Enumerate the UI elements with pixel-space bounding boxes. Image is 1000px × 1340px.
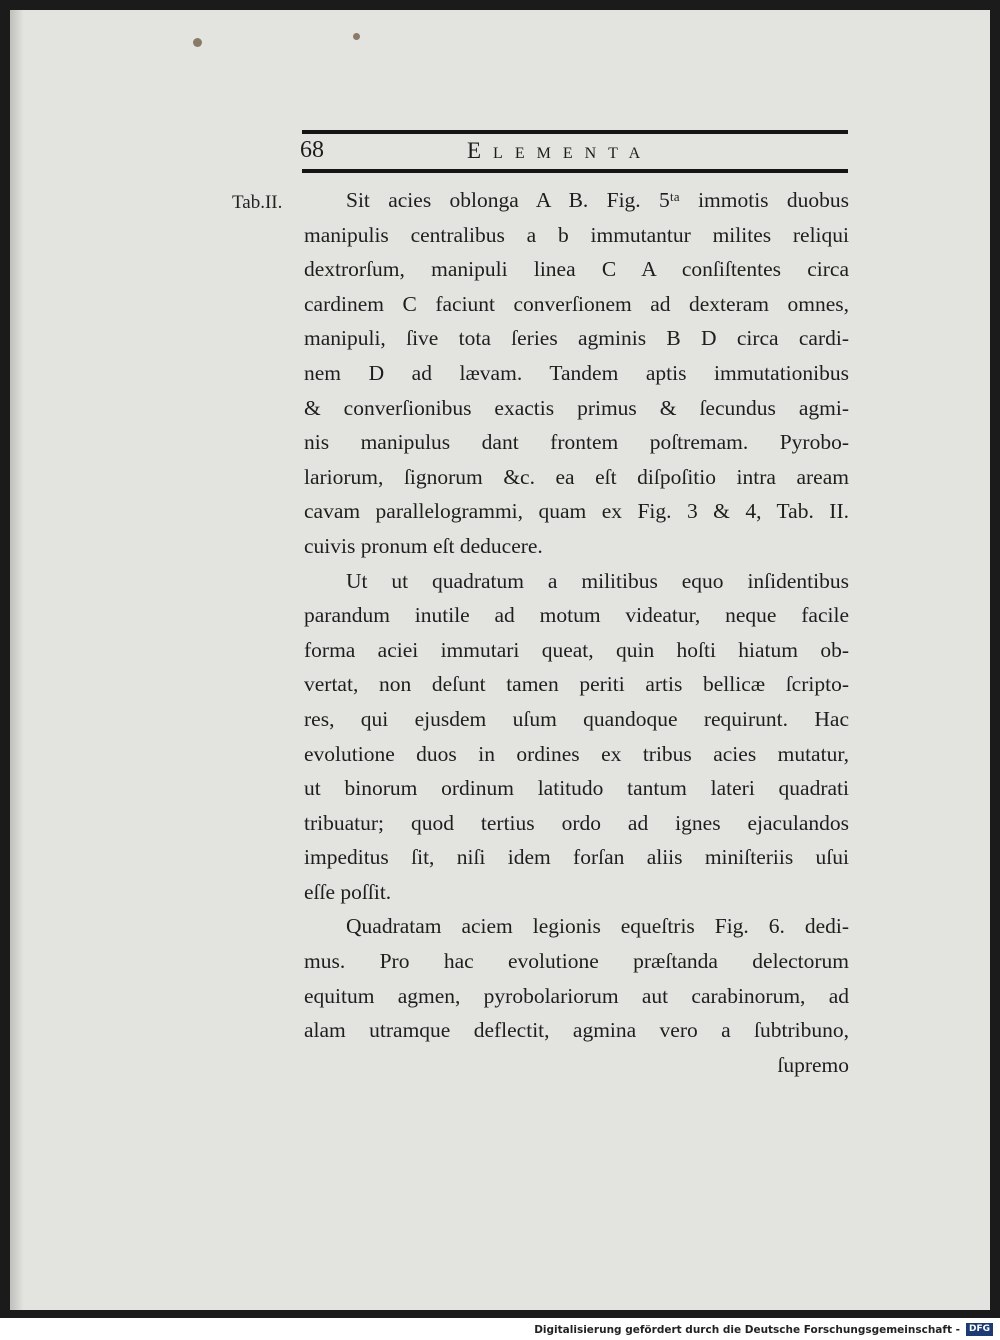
header-rule-top bbox=[302, 130, 848, 134]
text-line: eſſe poſſit. bbox=[304, 879, 392, 904]
text-line: cuivis pronum eſt deducere. bbox=[304, 533, 543, 558]
text-line: res, qui ejusdem uſum quandoque requirunt. Hac bbox=[304, 706, 849, 731]
text-line: manipuli, ſive tota ſeries agminis B D circa cardi- bbox=[304, 326, 849, 351]
text-line: nis manipulus dant frontem poſtremam. Pyrobo- bbox=[304, 430, 849, 455]
dfg-logo: DFG bbox=[966, 1323, 993, 1336]
text-line: nem D ad lævam. Tandem aptis immutationibus bbox=[304, 360, 849, 385]
text-line: & converſionibus exactis primus & ſecundus agmi- bbox=[304, 395, 849, 420]
text-line: cardinem C faciunt converſionem ad dexteram omnes, bbox=[304, 291, 849, 316]
text-line: cavam parallelogrammi, quam ex Fig. 3 & 4, Tab. II. bbox=[304, 499, 849, 524]
paragraph-1 bbox=[304, 183, 849, 564]
text-line: impeditus ſit, niſi idem forſan aliis miniſteriis uſui bbox=[304, 845, 849, 870]
page-number: 68 bbox=[300, 137, 324, 163]
paper-stain bbox=[193, 38, 202, 47]
text-line: dextrorſum, manipuli linea C A conſiſtentes circa bbox=[304, 257, 849, 282]
text-line: lariorum, ſignorum &c. ea eſt diſpoſitio intra aream bbox=[304, 464, 849, 489]
header-rule-bottom bbox=[302, 169, 848, 173]
paper-stain bbox=[353, 33, 360, 40]
text-line: Sit acies oblonga A B. Fig. 5ᵗᵃ immotis duobus bbox=[346, 188, 849, 212]
paragraph-2 bbox=[304, 564, 849, 910]
text-line: vertat, non deſunt tamen periti artis bellicæ ſcripto- bbox=[304, 672, 849, 697]
text-line: evolutione duos in ordines ex tribus acies mutatur, bbox=[304, 741, 849, 766]
text-line: mus. Pro hac evolutione præſtanda delectorum bbox=[304, 949, 849, 974]
text-line: Ut ut quadratum a militibus equo inſidentibus bbox=[346, 568, 849, 593]
page-edge-shadow bbox=[10, 10, 24, 1310]
paragraph-3 bbox=[304, 909, 849, 1047]
text-line: parandum inutile ad motum videatur, neque facile bbox=[304, 603, 849, 628]
text-line: equitum agmen, pyrobolariorum aut carabinorum, ad bbox=[304, 983, 849, 1008]
text-line: manipulis centralibus a b immutantur milites reliqui bbox=[304, 222, 849, 247]
digitization-credit: Digitalisierung gefördert durch die Deutsche Forschungsgemeinschaft - bbox=[534, 1324, 960, 1336]
body-text bbox=[304, 183, 849, 1082]
text-line: alam utramque deflectit, agmina vero a ſubtribuno, bbox=[304, 1018, 849, 1043]
running-head: Elementa bbox=[467, 138, 653, 163]
catchword: ſupremo bbox=[777, 1052, 849, 1077]
text-line: forma aciei immutari queat, quin hoſti hiatum ob- bbox=[304, 637, 849, 662]
margin-note: Tab.II. bbox=[232, 192, 283, 213]
text-line: Quadratam aciem legionis equeſtris Fig. 6. dedi- bbox=[346, 914, 849, 939]
text-line: tribuatur; quod tertius ordo ad ignes ejaculandos bbox=[304, 810, 849, 835]
text-line: ut binorum ordinum latitudo tantum lateri quadrati bbox=[304, 776, 849, 801]
